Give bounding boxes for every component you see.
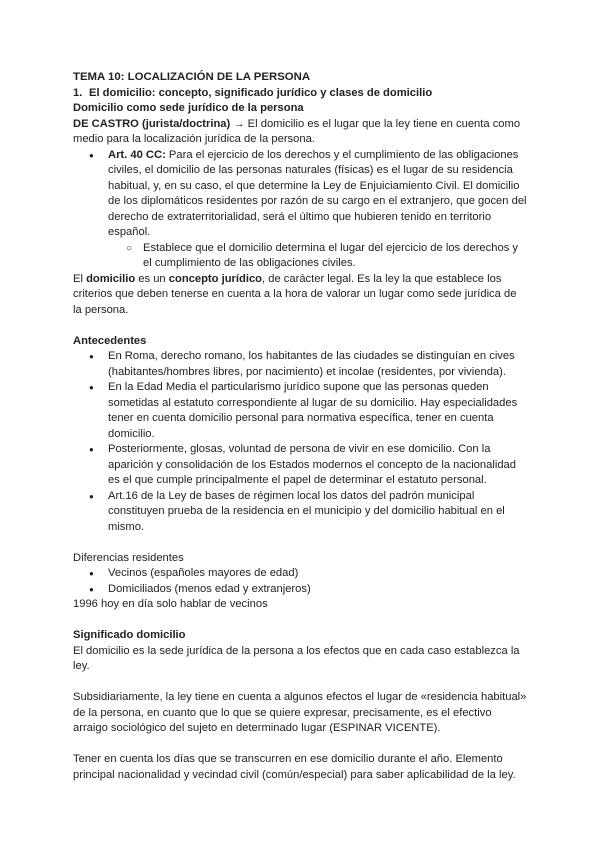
year-note: 1996 hoy en día solo hablar de vecinos [73,598,268,610]
numbered-heading [73,86,528,102]
art40-list [73,148,528,241]
diferencias-list [73,566,528,597]
list-item: ● Posteriormente, glosas, voluntad de persona de vivir en ese domicilio. Con la aparición y consolidación de los Estados modernos el concepto de la nacionalidad es el que cumple principalmente el papel de determinar el estatuto personal. [73,442,528,489]
heading-text: El domicilio: concepto, significado jurídico y clases de domicilio [89,86,433,99]
significado-paragraph-2: Subsidiariamente, la ley tiene en cuenta a algunos efectos el lugar de «residencia habitual» de la persona, en cuanto que lo que se quiere expresar, precisamente, es el efectivo arraigo sociológico del sujeto en determinado lugar (ESPINAR VICENTE). [73,691,527,734]
diferencias-title: Diferencias residentes [73,551,184,564]
spacer [73,737,528,753]
concept-bold-juridico: concepto jurídico [168,272,263,285]
spacer [73,675,528,691]
list-item [73,148,528,241]
castro-paragraph [73,117,528,148]
concept-text: , de carácter legal. Es la ley la que establece los criterios que deben tenerse en cuenta a la hora de valorar un lugar como sede jurídica de la persona. [73,272,517,316]
spacer [73,535,528,551]
list-item: ● En la Edad Media el particularismo jurídico supone que las personas queden sometidas al estatuto correspondiente al lugar de su domicilio. Hay especialidades tener en cuenta domicilio personal para normativa específica, tener en cuenta domicilio. [73,380,528,442]
castro-author: DE CASTRO (jurista/doctrina) [73,117,231,130]
list-item: ● Art.16 de la Ley de bases de régimen local los datos del padrón municipal constituyen prueba de la residencia en el municipio y del domicilio habitual en el mismo. [73,489,528,536]
list-item: ● Domiciliados (menos edad y extranjeros) [73,582,528,598]
document-title: TEMA 10: LOCALIZACIÓN DE LA PERSONA [73,71,311,83]
concept-text: es un [135,272,169,285]
art40-text: Para el ejercicio de los derechos y el cumplimiento de las obligaciones civiles, el domicilio de las personas naturales (físicas) es el lugar de su residencia habitual, y, en su caso, el que determine la Ley de Enjuiciamiento Civil. El domicilio de los diplomáticos residentes por razón de su cargo en el extranjero, que gocen del derecho de extraterritorialidad, será el último que hubieren tenido en territorio español. [108,148,527,238]
antecedentes-list [73,349,528,535]
spacer [73,613,528,629]
list-item: ● En Roma, derecho romano, los habitantes de las ciudades se distinguían en cives (habitantes/hombres libres, por nacimiento) et incolae (residentes, por vivienda). [73,349,528,380]
concept-paragraph [73,272,528,319]
concept-bold-domicilio: domicilio [86,272,136,285]
document-page [73,70,528,783]
antecedentes-title: Antecedentes [73,334,147,347]
list-item: ○ Establece que el domicilio determina el lugar del ejercicio de los derechos y el cumplimiento de las obligaciones civiles. [73,241,528,272]
castro-definition: → El domicilio es el lugar que la ley tiene en cuenta como medio para la localización jurídica de la persona. [73,117,521,145]
heading-number: 1. [73,86,83,99]
significado-paragraph-3: Tener en cuenta los días que se transcurren en ese domicilio durante el año. Elemento principal nacionalidad y vecindad civil (común/especial) para saber aplicabilidad de la ley. [73,753,516,781]
concept-text: El [73,272,87,285]
list-item: ● Vecinos (españoles mayores de edad) [73,566,528,582]
significado-paragraph-1: El domicilio es la sede jurídica de la persona a los efectos que en cada caso establezca la ley. [73,644,520,672]
art40-sublist [73,241,528,272]
significado-title: Significado domicilio [73,629,186,641]
spacer [73,318,528,334]
section-subtitle: Domicilio como sede jurídico de la persona [73,102,304,114]
art40-label: Art. 40 CC: [108,148,166,161]
